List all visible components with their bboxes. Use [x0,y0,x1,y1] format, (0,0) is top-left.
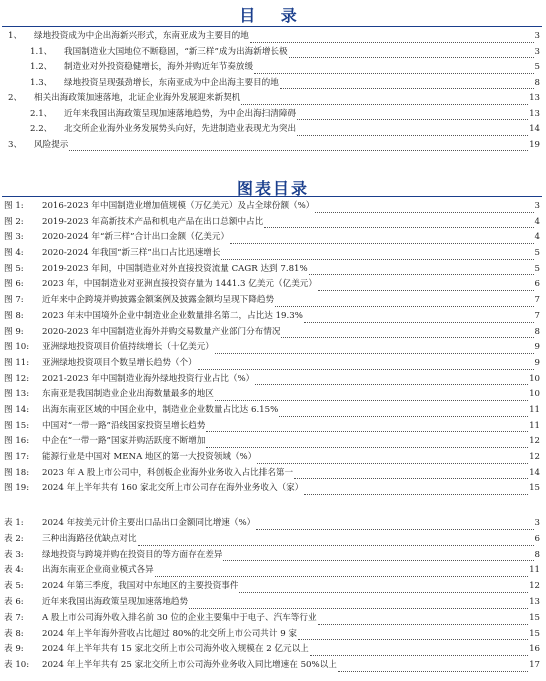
figure-entry-number: 图 5: [4,263,24,274]
toc-entry-page: 19 [529,139,540,150]
toc-entry-page: 13 [529,93,540,103]
figure-entry-number: 图 4: [4,248,24,259]
dot-leader [254,73,533,74]
figure-entry-text: 2020-2024 年我国“新三样”出口占比迅速增长 [42,248,221,259]
toc-entry-page: 8 [534,77,540,88]
figure-entry-number: 图 18: [4,467,30,478]
toc-entry-text: 我国制造业大国地位不断稳固，“新三样”成为出海新增长极 [64,46,288,57]
figures-title-divider [2,196,542,197]
figure-entry[interactable] [0,387,546,403]
figure-entry[interactable] [0,199,546,215]
toc-entry[interactable] [0,76,546,92]
table-entry-page: 8 [534,549,540,560]
table-entry[interactable] [0,563,546,579]
toc-entry[interactable] [0,122,546,138]
dot-leader [241,104,528,105]
toc-entry[interactable] [0,107,546,123]
table-entry-text: A 股上市公司海外收入排名前 30 位的企业主要集中于电子、汽车等行业 [42,612,317,623]
figure-entry-text: 近年来中企跨境并购披露金额案例及披露金额均呈现下降趋势 [42,295,275,306]
figure-entry-text: 2021-2023 年中国制造业海外绿地投资行业占比（%） [42,373,255,384]
figure-entry-text: 2019-2023 年间，中国制造业对外直接投资流量 CAGR 达到 7.81% [42,263,308,274]
dot-leader [338,671,528,672]
figure-entry[interactable] [0,230,546,246]
toc-entry-number: 3、 [8,139,23,150]
toc-entry-number: 1.1、 [30,46,53,57]
dot-leader [239,592,528,593]
table-entry-number: 表 9: [4,644,24,655]
toc-entry[interactable] [0,60,546,76]
table-entry-text: 2024 年上半年共有 15 家北交所上市公司海外收入规模在 2 亿元以上 [42,644,309,655]
toc-entry-number: 1.3、 [30,77,53,88]
figure-entry-page: 7 [534,310,540,321]
toc-entry-number: 1、 [8,31,23,41]
figure-entry[interactable] [0,419,546,435]
dot-leader [257,463,528,464]
dot-leader [318,624,529,625]
figure-entry[interactable] [0,246,546,262]
dot-leader [281,337,533,338]
figure-entry[interactable] [0,277,546,293]
table-entry-number: 表 3: [4,549,24,560]
figure-entry[interactable] [0,450,546,466]
toc-entry-text: 绿地投资成为中企出海新兴形式，东南亚成为主要目的地 [34,31,249,41]
dot-leader [215,353,534,354]
toc-entry[interactable] [0,45,546,61]
toc-title: 目 录 [239,6,307,25]
table-entry[interactable] [0,579,546,595]
toc-entry-number: 2.1、 [30,108,53,119]
figure-entry-page: 14 [529,467,540,478]
figure-entry-number: 图 16: [4,436,30,447]
dot-leader [255,384,528,385]
figure-entry-text: 2023 年 A 股上市公司中，科创板企业海外业务收入占比排名第一 [42,467,294,478]
table-entry-page: 15 [529,612,540,623]
toc-entry-text: 风险提示 [34,139,69,150]
dot-leader [223,560,533,561]
table-entry-number: 表 2: [4,533,24,544]
figure-entry-page: 5 [534,248,540,259]
dot-leader [279,416,528,417]
table-entry[interactable] [0,548,546,564]
table-entry-number: 表 4: [4,565,24,576]
figure-entry-text: 2020-2023 年中国制造业海外并购交易数量产业部门分布情况 [42,326,281,337]
figure-entry-page: 6 [534,279,540,290]
figure-entry-page: 10 [529,389,540,400]
table-entry-page: 6 [534,533,540,544]
table-entry-number: 表 7: [4,612,24,623]
figure-entry-text: 出海东南亚区域的中国企业中，制造业企业数量占比达 6.15% [42,404,279,415]
figure-entry-page: 9 [534,342,540,353]
table-entry-text: 三种出海路径优缺点对比 [42,533,137,544]
toc-entry-page: 3 [534,46,540,57]
figure-entry-number: 图 1: [4,201,24,211]
dot-leader [318,290,534,291]
figure-entry-page: 12 [529,452,540,462]
figure-entry-page: 7 [534,295,540,306]
toc-entry-page: 5 [534,62,540,72]
table-entry-text: 出海东南亚企业商业模式各异 [42,565,154,576]
table-entry-page: 12 [529,581,540,592]
table-entry-page: 13 [529,596,540,607]
table-entry-number: 表 10: [4,660,30,671]
figure-entry[interactable] [0,293,546,309]
dot-leader [230,243,533,244]
dot-leader [315,212,533,213]
table-entry[interactable] [0,516,546,532]
figure-entry-page: 5 [534,263,540,274]
toc-entry[interactable] [0,138,546,154]
dot-leader [275,306,533,307]
toc-entry-text: 北交所企业海外业务发展势头向好，先进制造业表现尤为突出 [64,124,297,134]
toc-entry-number: 2、 [8,93,23,103]
table-entry-text: 2024 年按美元计价主要出口品出口金额同比增速（%） [42,518,256,528]
dot-leader [297,135,528,136]
table-entry-number: 表 1: [4,518,24,528]
dot-leader [298,639,528,640]
toc-entry[interactable] [0,29,546,45]
tables-list [0,516,546,674]
figure-entry[interactable] [0,340,546,356]
figure-entry-text: 2023 年末中国境外企业中制造业企业数量排名第二，占比达 19.3% [42,310,303,321]
figure-entry-number: 图 8: [4,310,24,321]
figure-entry-text: 亚洲绿地投资项目个数呈增长趋势（个） [42,357,197,368]
toc-entry-page: 3 [534,31,540,41]
figure-entry[interactable] [0,215,546,231]
figure-entry-page: 11 [529,420,540,431]
table-entry-number: 表 6: [4,596,24,607]
table-entry-text: 近年来我国出海政策呈现加速落地趋势 [42,596,189,607]
figure-entry-text: 能源行业是中国对 MENA 地区的第一大投资领域（%） [42,452,257,462]
table-entry-text: 2024 年上半年共有 25 家北交所上市公司海外业务收入同比增速在 50%以上 [42,660,337,671]
dot-leader [256,529,533,530]
figure-entry[interactable] [0,434,546,450]
figure-entry-number: 图 19: [4,483,30,494]
table-entry-number: 表 5: [4,581,24,592]
figure-entry-number: 图 15: [4,420,30,431]
figure-entry-number: 图 14: [4,404,30,415]
figure-entry[interactable] [0,356,546,372]
figure-entry[interactable] [0,403,546,419]
toc-entry-text: 制造业对外投资稳健增长，海外并购近年节奏放缓 [64,62,254,72]
figure-entry-text: 亚洲绿地投资项目价值持续增长（十亿美元） [42,342,214,353]
table-entry-page: 3 [534,518,540,528]
figure-entry-text: 中企在“一带一路”国家并购活跃度不断增加 [42,436,206,447]
toc-entry-page: 13 [529,108,540,119]
table-entry[interactable] [0,595,546,611]
figure-entry-page: 8 [534,326,540,337]
figure-entry-text: 2020-2024 年“新三样”合计出口金额（亿美元） [42,232,230,243]
figure-entry-text: 2019-2023 年高新技术产品和机电产品在出口总额中占比 [42,216,264,227]
figure-entry-number: 图 17: [4,452,30,462]
figure-entry-text: 2016-2023 年中国制造业增加值规模（万亿美元）及占全球份额（%） [42,201,315,211]
figure-entry-number: 图 7: [4,295,24,306]
dot-leader [215,400,528,401]
toc-entry-text: 绿地投资呈现强劲增长，东南亚成为中企出海主要目的地 [64,77,279,88]
dot-leader [189,608,528,609]
table-entry-text: 2024 年第三季度，我国对中东地区的主要投资事件 [42,581,239,592]
dot-leader [289,57,534,58]
toc-entry-text: 近年来我国出海政策呈现加速落地趋势，为中企出海扫清障碍 [64,108,297,119]
figure-entry-number: 图 10: [4,342,30,353]
dot-leader [304,494,528,495]
figure-entry-text: 中国对“一带一路”沿线国家投资呈增长趋势 [42,420,206,431]
table-entry-number: 表 8: [4,628,24,639]
table-entry[interactable] [0,642,546,658]
figure-entry[interactable] [0,262,546,278]
figure-entry[interactable] [0,325,546,341]
figure-entry-page: 11 [529,404,540,415]
figure-entry-page: 4 [534,232,540,243]
figure-entry-page: 12 [529,436,540,447]
figure-entry-number: 图 2: [4,216,24,227]
dot-leader [138,545,534,546]
figure-entry[interactable] [0,466,546,482]
dot-leader [198,369,534,370]
figure-entry-number: 图 9: [4,326,24,337]
figure-entry[interactable] [0,372,546,388]
toc-title-divider [2,26,542,27]
table-entry[interactable] [0,611,546,627]
figure-entry-number: 图 6: [4,279,24,290]
dot-leader [309,274,534,275]
table-entry-page: 17 [529,660,540,671]
table-entry-text: 2024 年上半年海外营收占比超过 80%的北交所上市公司共计 9 家 [42,628,298,639]
table-entry-page: 15 [529,628,540,639]
figures-list [0,199,546,497]
table-entry[interactable] [0,627,546,643]
dot-leader [221,259,533,260]
table-entry[interactable] [0,532,546,548]
dot-leader [69,150,528,151]
figure-entry[interactable] [0,309,546,325]
figure-entry-page: 9 [534,357,540,368]
dot-leader [206,447,528,448]
figure-entry-text: 2024 年上半年共有 160 家北交所上市公司存在海外业务收入（家） [42,483,304,494]
dot-leader [206,431,528,432]
figure-entry-number: 图 11: [4,357,30,368]
figure-entry-page: 15 [529,483,540,494]
toc-list [0,29,546,153]
dot-leader [297,119,528,120]
table-entry[interactable] [0,658,546,674]
dot-leader [294,478,528,479]
toc-entry-page: 14 [529,124,540,134]
figure-entry-text: 2023 年，中国制造业对亚洲直接投资存量为 1441.3 亿美元（亿美元） [42,279,317,290]
dot-leader [280,88,534,89]
toc-entry[interactable] [0,91,546,107]
figure-entry-number: 图 12: [4,373,30,384]
dot-leader [264,227,533,228]
figure-entry-page: 4 [534,216,540,227]
figure-entry-page: 10 [529,373,540,384]
toc-entry-number: 1.2、 [30,62,53,72]
figure-entry-text: 东南亚是我国制造业企业出海数量最多的地区 [42,389,214,400]
table-entry-page: 11 [529,565,540,576]
figure-entry-number: 图 3: [4,232,24,243]
dot-leader [250,42,534,43]
table-entry-text: 绿地投资与跨境并购在投资目的等方面存在差异 [42,549,223,560]
toc-entry-text: 相关出海政策加速落地，北证企业海外发展迎来新契机 [34,93,241,103]
figure-entry-page: 3 [534,201,540,211]
toc-entry-number: 2.2、 [30,124,53,134]
dot-leader [310,655,528,656]
figures-title: 图表目录 [236,179,309,198]
figure-entry-number: 图 13: [4,389,30,400]
dot-leader [304,322,534,323]
dot-leader [155,576,528,577]
table-entry-page: 16 [529,644,540,655]
figure-entry[interactable] [0,481,546,497]
